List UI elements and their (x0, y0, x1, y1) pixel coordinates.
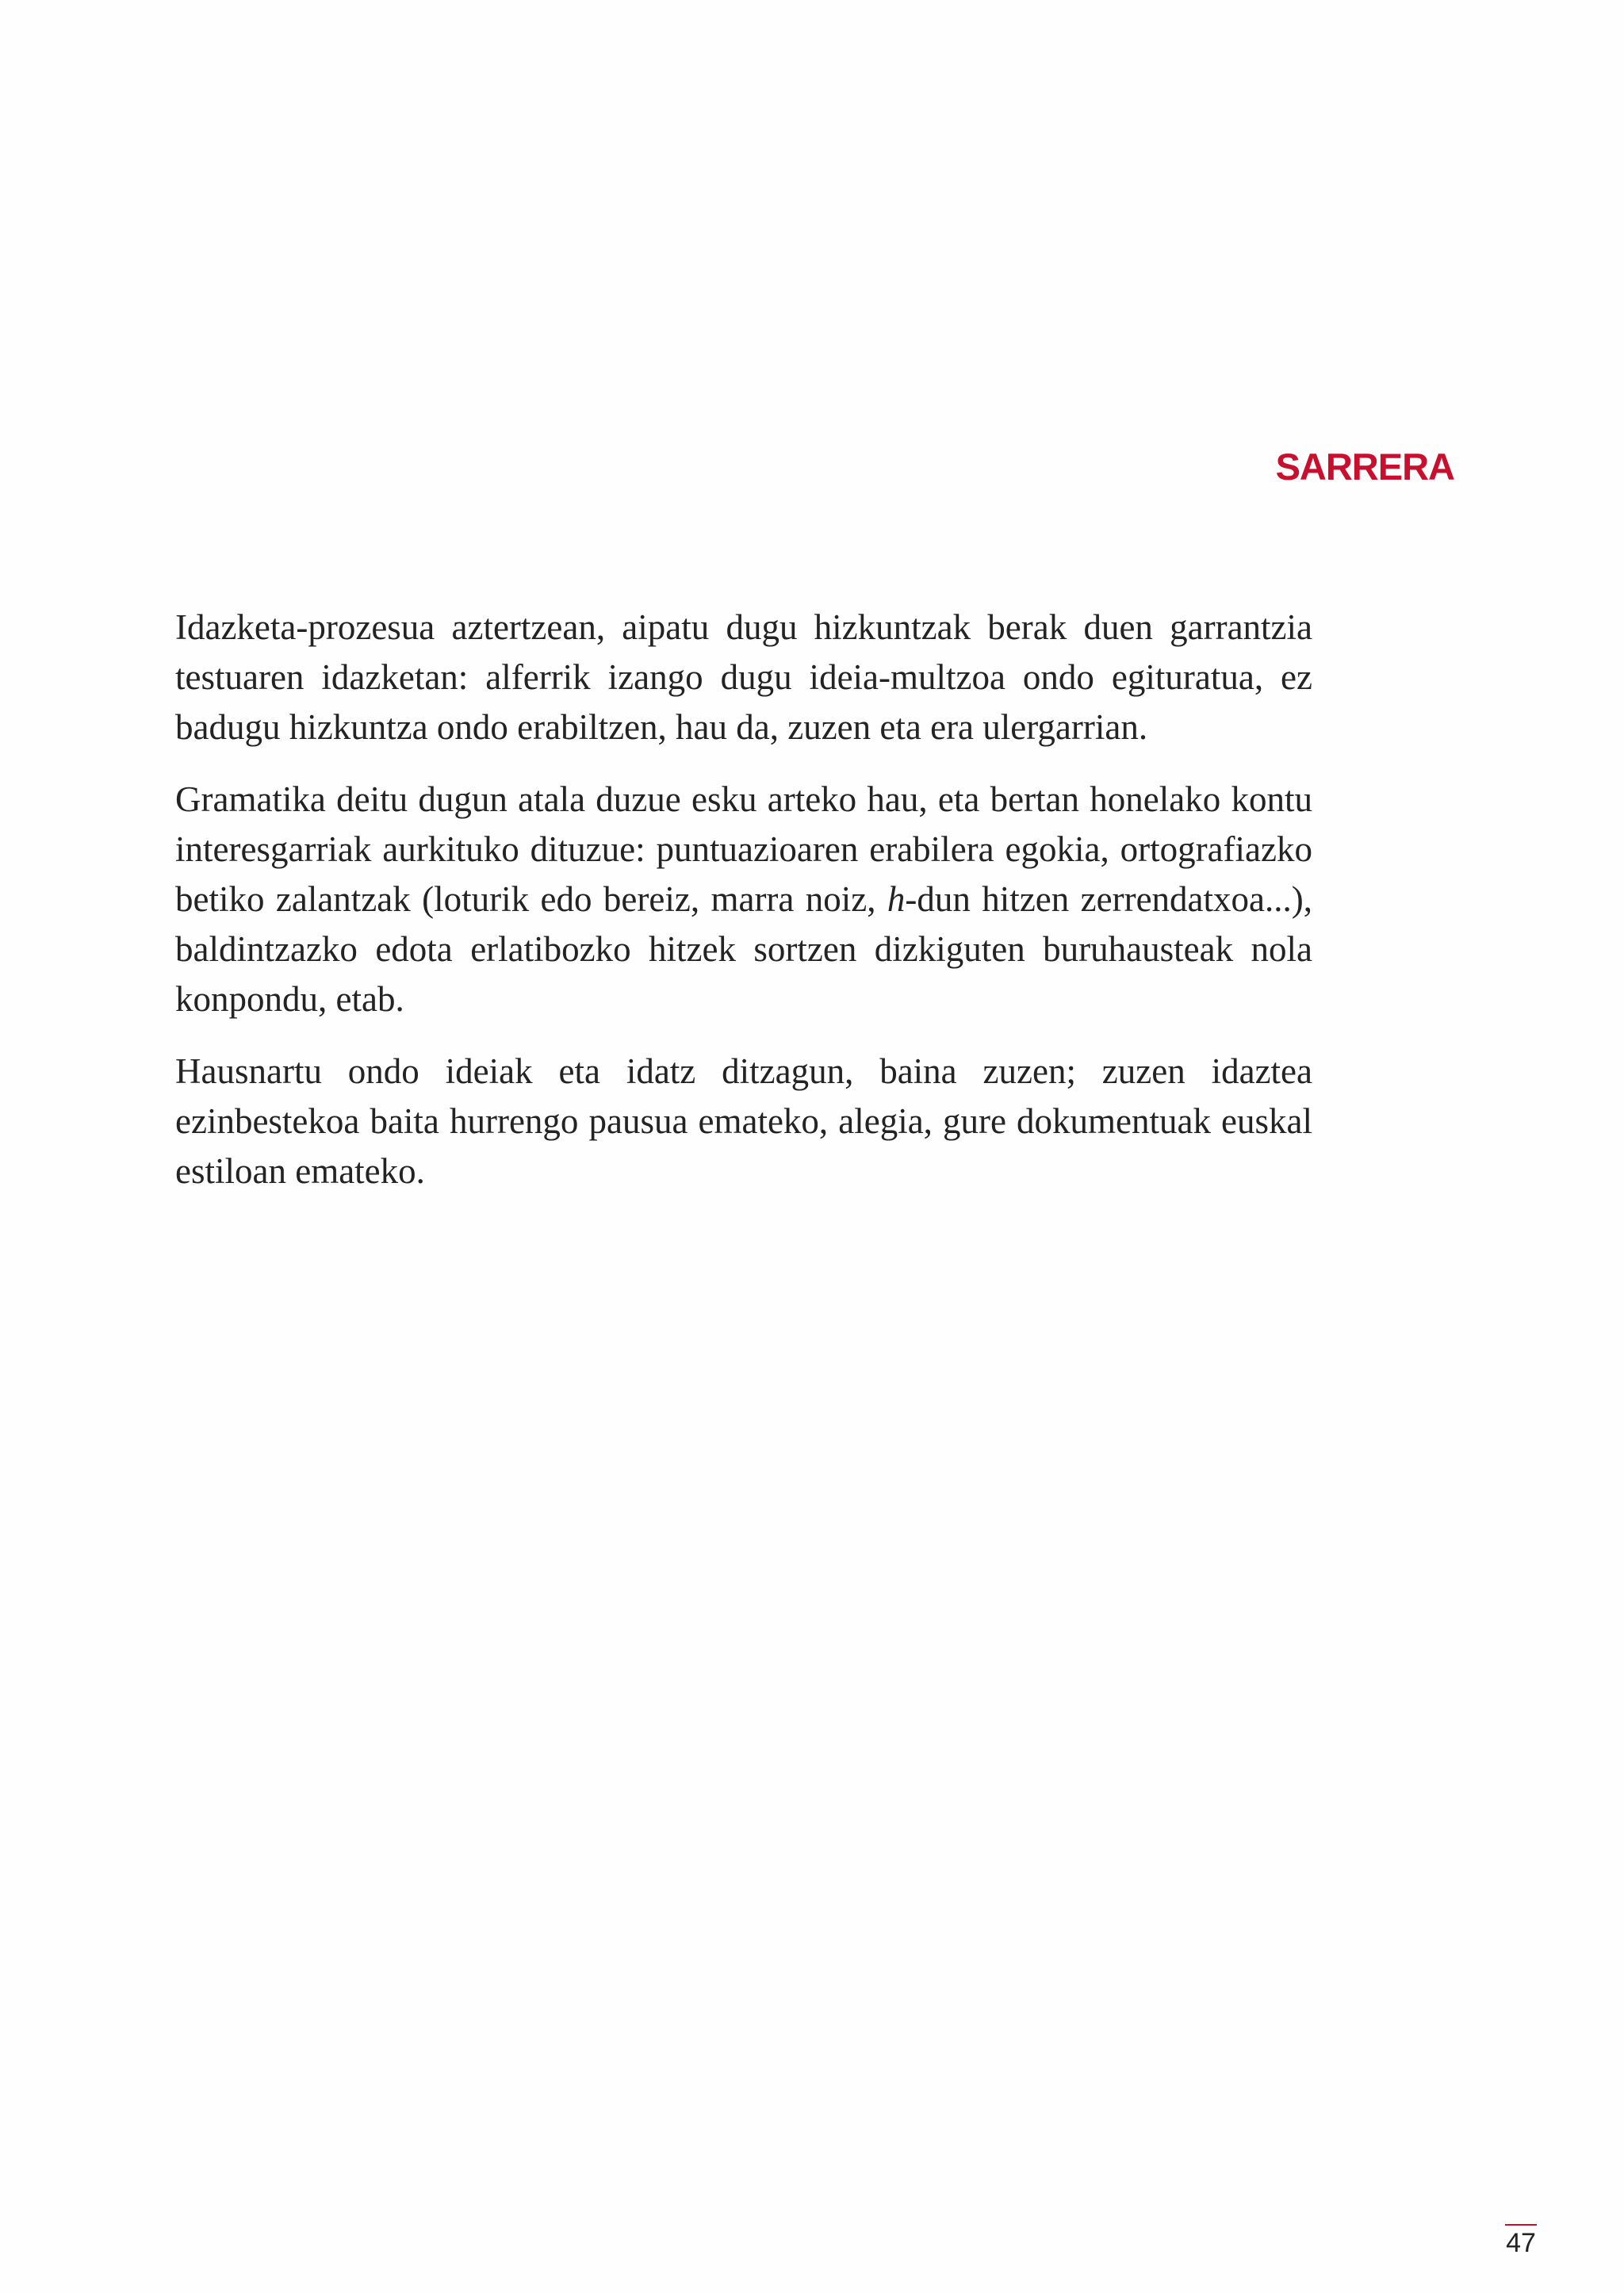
body-text (175, 603, 1312, 1219)
paragraph-text: Gramatika deitu dugun atala duzue esku arteko hau, eta bertan honelako kontu interesgarriak aurkituko dituzue: puntuazioaren erabilera egokia, ortografiazko betiko zalantzak (loturik edo bereiz, marra noiz, (175, 779, 1312, 919)
page-number: 47 (1506, 2228, 1536, 2258)
paragraph-text: Idazketa-prozesua aztertzean, aipatu dugu hizkuntzak berak duen garrantzia testuaren idazketan: alferrik izango dugu ideia-multzoa ondo egituratua, ez badugu hizkuntza ondo erabiltzen, hau da, zuzen eta era ulergarrian. (175, 607, 1312, 747)
paragraph-conclusion (175, 1047, 1312, 1196)
paragraph-text: Hausnartu ondo ideiak eta idatz ditzagun, baina zuzen; zuzen idaztea ezinbestekoa baita hurrengo pausua emateko, alegia, gure dokumentuak euskal estiloan emateko. (175, 1051, 1312, 1191)
page-number-rule (1505, 2224, 1537, 2226)
italic-letter: h (887, 879, 906, 919)
paragraph-grammar (175, 775, 1312, 1024)
paragraph-intro (175, 603, 1312, 752)
section-heading: SARRERA (1275, 446, 1454, 488)
paragraph-text: -dun hitzen zerrendatxoa...), baldintzazko edota erlatibozko hitzek sortzen dizkiguten buruhausteak nola konpondu, etab. (175, 879, 1312, 1019)
